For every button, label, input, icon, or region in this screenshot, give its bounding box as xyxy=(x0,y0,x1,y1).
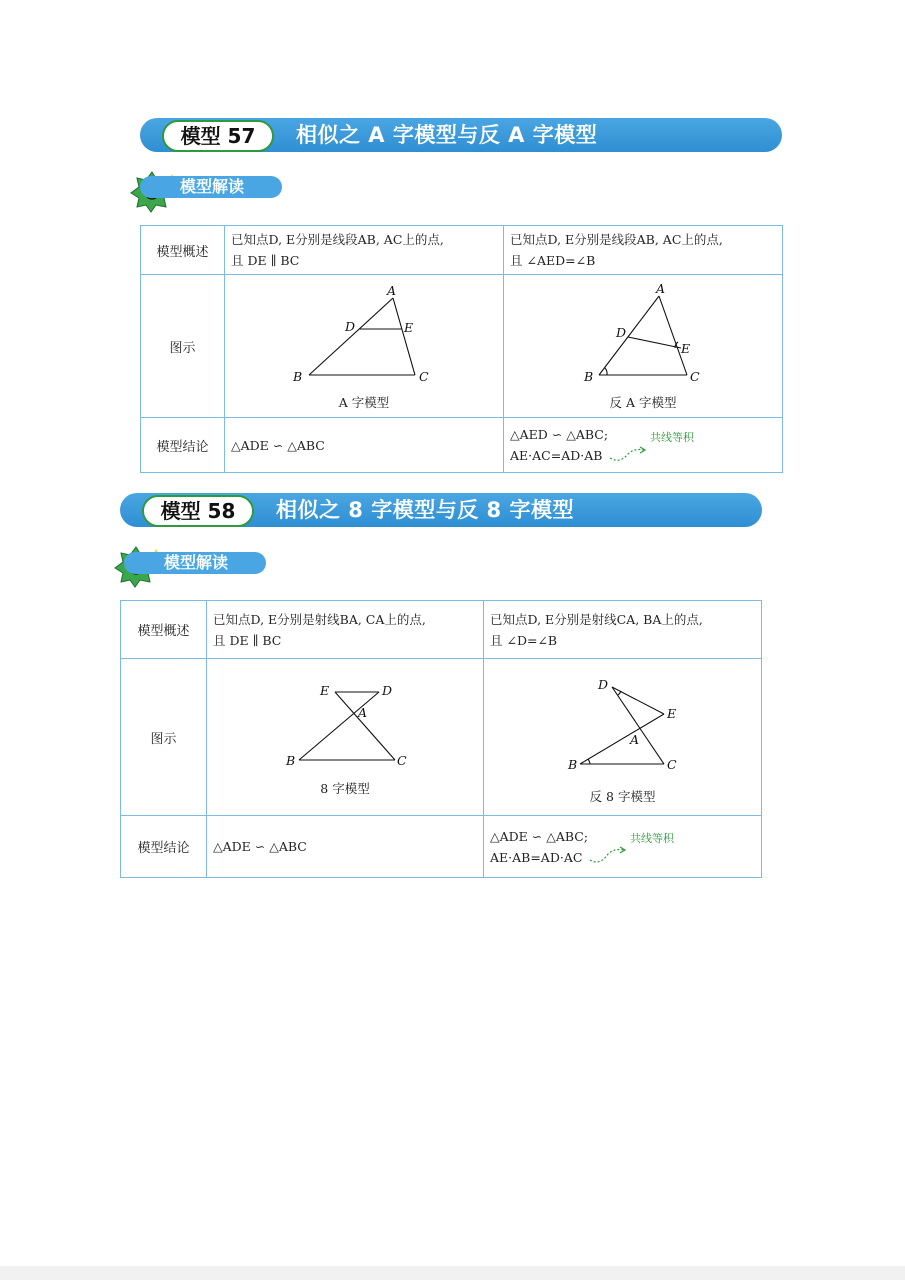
figure-label: 图示 xyxy=(141,275,225,418)
conclusion-left: △ADE ∽ △ABC xyxy=(207,816,484,878)
conclusion-label: 模型结论 xyxy=(141,418,225,473)
figure-label: 图示 xyxy=(121,659,207,816)
model-57-subheading: 模型解读 xyxy=(140,176,282,198)
figure-left xyxy=(207,659,484,816)
point-label: D xyxy=(382,683,393,698)
point-label: E xyxy=(681,341,691,356)
conclusion-right: △AED ∽ △ABC; AE·AC=AD·AB 共线等积 xyxy=(504,418,783,473)
figure-caption: A 字模型 xyxy=(338,395,390,410)
overview-label: 模型概述 xyxy=(121,601,207,659)
model-57-table xyxy=(140,225,783,473)
note-collinear-equal-product: 共线等积 xyxy=(630,831,674,845)
point-label: C xyxy=(397,753,407,768)
overview-right: 已知点D, E分别是线段AB, AC上的点, 且 ∠AED=∠B xyxy=(504,226,783,275)
overview-right: 已知点D, E分别是射线CA, BA上的点, 且 ∠D=∠B xyxy=(484,601,762,659)
point-label: E xyxy=(667,706,677,721)
point-label: D xyxy=(345,319,356,334)
point-label: B xyxy=(584,369,594,384)
note-collinear-equal-product: 共线等积 xyxy=(650,431,694,444)
point-label: C xyxy=(667,757,677,772)
model-58-table xyxy=(120,600,762,878)
curved-arrow-icon xyxy=(608,442,648,466)
model-58-badge: 模型 58 xyxy=(142,495,254,527)
point-label: B xyxy=(568,757,578,772)
point-label: A xyxy=(656,281,666,296)
page-bottom-edge xyxy=(0,1266,905,1280)
conclusion-label: 模型结论 xyxy=(121,816,207,878)
figure-caption: 反 8 字模型 xyxy=(589,789,656,804)
model-57-banner xyxy=(140,118,782,152)
point-label: A xyxy=(630,732,640,747)
figure-left xyxy=(225,275,504,418)
overview-label: 模型概述 xyxy=(141,226,225,275)
curved-arrow-icon xyxy=(588,842,628,868)
model-57-badge: 模型 57 xyxy=(162,120,274,152)
overview-left: 已知点D, E分别是线段AB, AC上的点, 且 DE ∥ BC xyxy=(225,226,504,275)
conclusion-right: △ADE ∽ △ABC; AE·AB=AD·AC 共线等积 xyxy=(484,816,762,878)
point-label: C xyxy=(419,369,429,384)
model-58-subheading: 模型解读 xyxy=(124,552,266,574)
figure-right xyxy=(484,659,762,816)
point-label: E xyxy=(404,320,414,335)
point-label: E xyxy=(320,683,330,698)
point-label: C xyxy=(690,369,700,384)
conclusion-left: △ADE ∽ △ABC xyxy=(225,418,504,473)
overview-left: 已知点D, E分别是射线BA, CA上的点, 且 DE ∥ BC xyxy=(207,601,484,659)
figure-caption: 反 A 字模型 xyxy=(609,395,677,410)
model-57-title: 相似之 A 字模型与反 A 字模型 xyxy=(296,123,598,147)
point-label: D xyxy=(616,325,627,340)
point-label: A xyxy=(358,705,368,720)
model-58-title: 相似之 8 字模型与反 8 字模型 xyxy=(276,498,574,522)
point-label: B xyxy=(293,369,303,384)
figure-right xyxy=(504,275,783,418)
point-label: D xyxy=(598,677,609,692)
point-label: A xyxy=(387,283,397,298)
point-label: B xyxy=(286,753,296,768)
model-58-banner xyxy=(120,493,762,527)
figure-caption: 8 字模型 xyxy=(320,781,370,796)
